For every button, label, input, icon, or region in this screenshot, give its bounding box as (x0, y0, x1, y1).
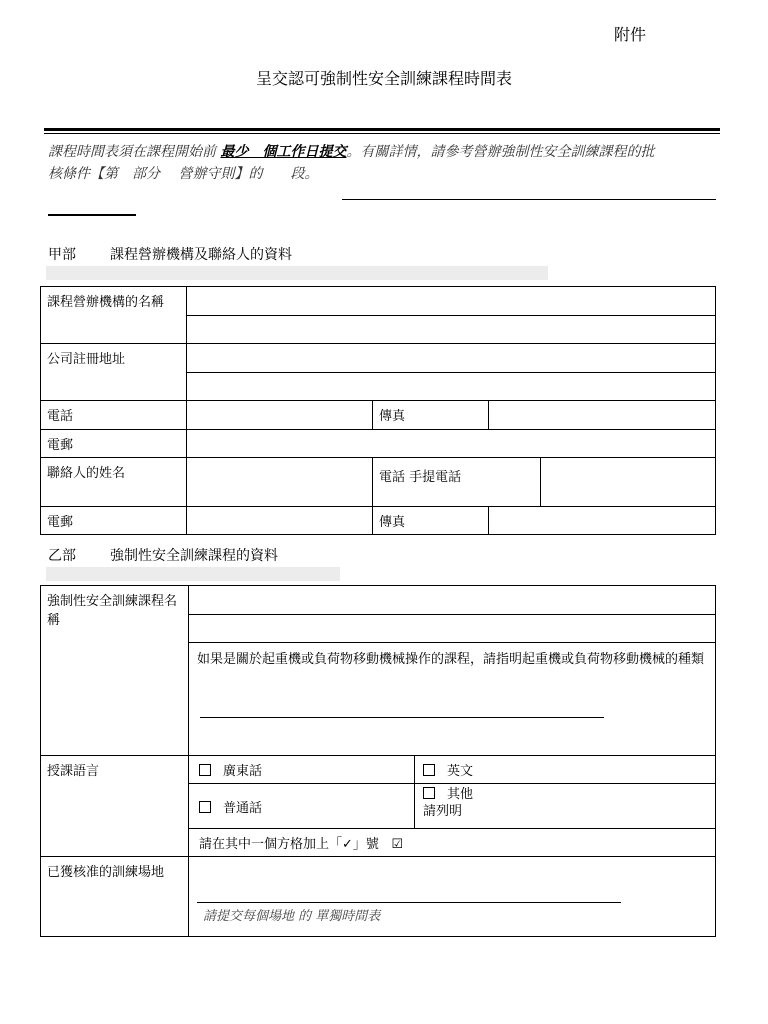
venue-cell[interactable] (189, 857, 716, 937)
venue-note: 請提交每個場地 的 單獨時間表 (203, 909, 381, 924)
section-b-shade (46, 567, 340, 581)
title-rule-thin (44, 133, 720, 134)
crane-type-line[interactable] (200, 717, 604, 718)
venue-label: 已獲核准的訓練場地 (41, 857, 189, 937)
other-label: 其他 (447, 787, 474, 802)
reg-address-label: 公司註冊地址 (41, 344, 187, 401)
section-b-title: 強制性安全訓練課程的資料 (110, 548, 278, 564)
reg-address-field[interactable] (187, 344, 716, 373)
intro-line2: 核條件【第 部分 營辦守則】的 段。 (48, 166, 319, 182)
phone-mobile-label: 電話 手提電話 (373, 458, 541, 507)
email2-field[interactable] (187, 507, 373, 535)
intro-part1: 課程時間表須在課程開始前 (48, 144, 221, 160)
intro-bold: 最少 個工作日提交 (220, 144, 347, 160)
checkbox-icon[interactable] (423, 787, 435, 799)
section-a-label: 甲部 (48, 247, 76, 263)
cantonese-label: 廣東話 (223, 764, 263, 779)
annex-label: 附件 (614, 25, 647, 44)
english-label: 英文 (447, 764, 474, 779)
putonghua-label: 普通話 (223, 800, 263, 816)
email-field[interactable] (187, 430, 716, 458)
checkbox-icon[interactable] (423, 764, 435, 776)
crane-type-cell (189, 643, 716, 756)
title-rule (44, 128, 720, 131)
specify-label: 請列明 (423, 804, 463, 819)
section-a-title: 課程營辦機構及聯絡人的資料 (110, 247, 292, 263)
fax-field[interactable] (489, 401, 716, 430)
section-a-shade (46, 266, 548, 280)
checkbox-icon[interactable] (199, 764, 211, 776)
tick-instruction-cell (189, 829, 716, 857)
contact-name-label: 聯絡人的姓名 (41, 458, 187, 507)
section-a-heading (48, 244, 292, 264)
course-name-field[interactable] (189, 586, 716, 615)
option-cantonese[interactable] (189, 756, 415, 784)
language-label: 授課語言 (41, 756, 189, 857)
short-divider (48, 214, 136, 216)
option-putonghua[interactable] (189, 784, 415, 829)
course-name-label: 強制性安全訓練課程名稱 (41, 586, 189, 756)
intro-text (48, 141, 724, 185)
fax2-field[interactable] (489, 507, 716, 535)
option-english[interactable] (415, 756, 716, 784)
fax-label: 傳真 (373, 401, 489, 430)
section-b-heading (48, 545, 278, 565)
contact-name-field[interactable] (187, 458, 373, 507)
fax2-label: 傳真 (373, 507, 489, 535)
phone-label: 電話 (41, 401, 187, 430)
email2-label: 電郵 (41, 507, 187, 535)
reg-address-field-2[interactable] (187, 373, 716, 401)
option-other[interactable] (415, 784, 716, 829)
intro-part2: 。有關詳情，請參考營辦強制性安全訓練課程的批 (346, 144, 655, 160)
org-name-label: 課程營辦機構的名稱 (41, 287, 187, 344)
intro-underline (342, 199, 716, 200)
org-name-field-2[interactable] (187, 316, 716, 344)
org-name-field[interactable] (187, 287, 716, 316)
section-b-label: 乙部 (48, 548, 76, 564)
section-b-table (40, 585, 716, 937)
checked-box-icon: ☑ (391, 837, 403, 852)
venue-line[interactable] (197, 902, 621, 903)
tick-note: 請在其中一個方格加上「✓」號 (199, 837, 379, 852)
phone-mobile-field[interactable] (541, 458, 716, 507)
section-a-table (40, 286, 716, 535)
email-label: 電郵 (41, 430, 187, 458)
crane-note: 如果是關於起重機或負荷物移動機械操作的課程，請指明起重機或負荷物移動機械的種類 (197, 652, 705, 667)
page-title: 呈交認可強制性安全訓練課程時間表 (255, 69, 512, 88)
phone-field[interactable] (187, 401, 373, 430)
checkbox-icon[interactable] (199, 801, 211, 813)
course-name-field-2[interactable] (189, 615, 716, 643)
